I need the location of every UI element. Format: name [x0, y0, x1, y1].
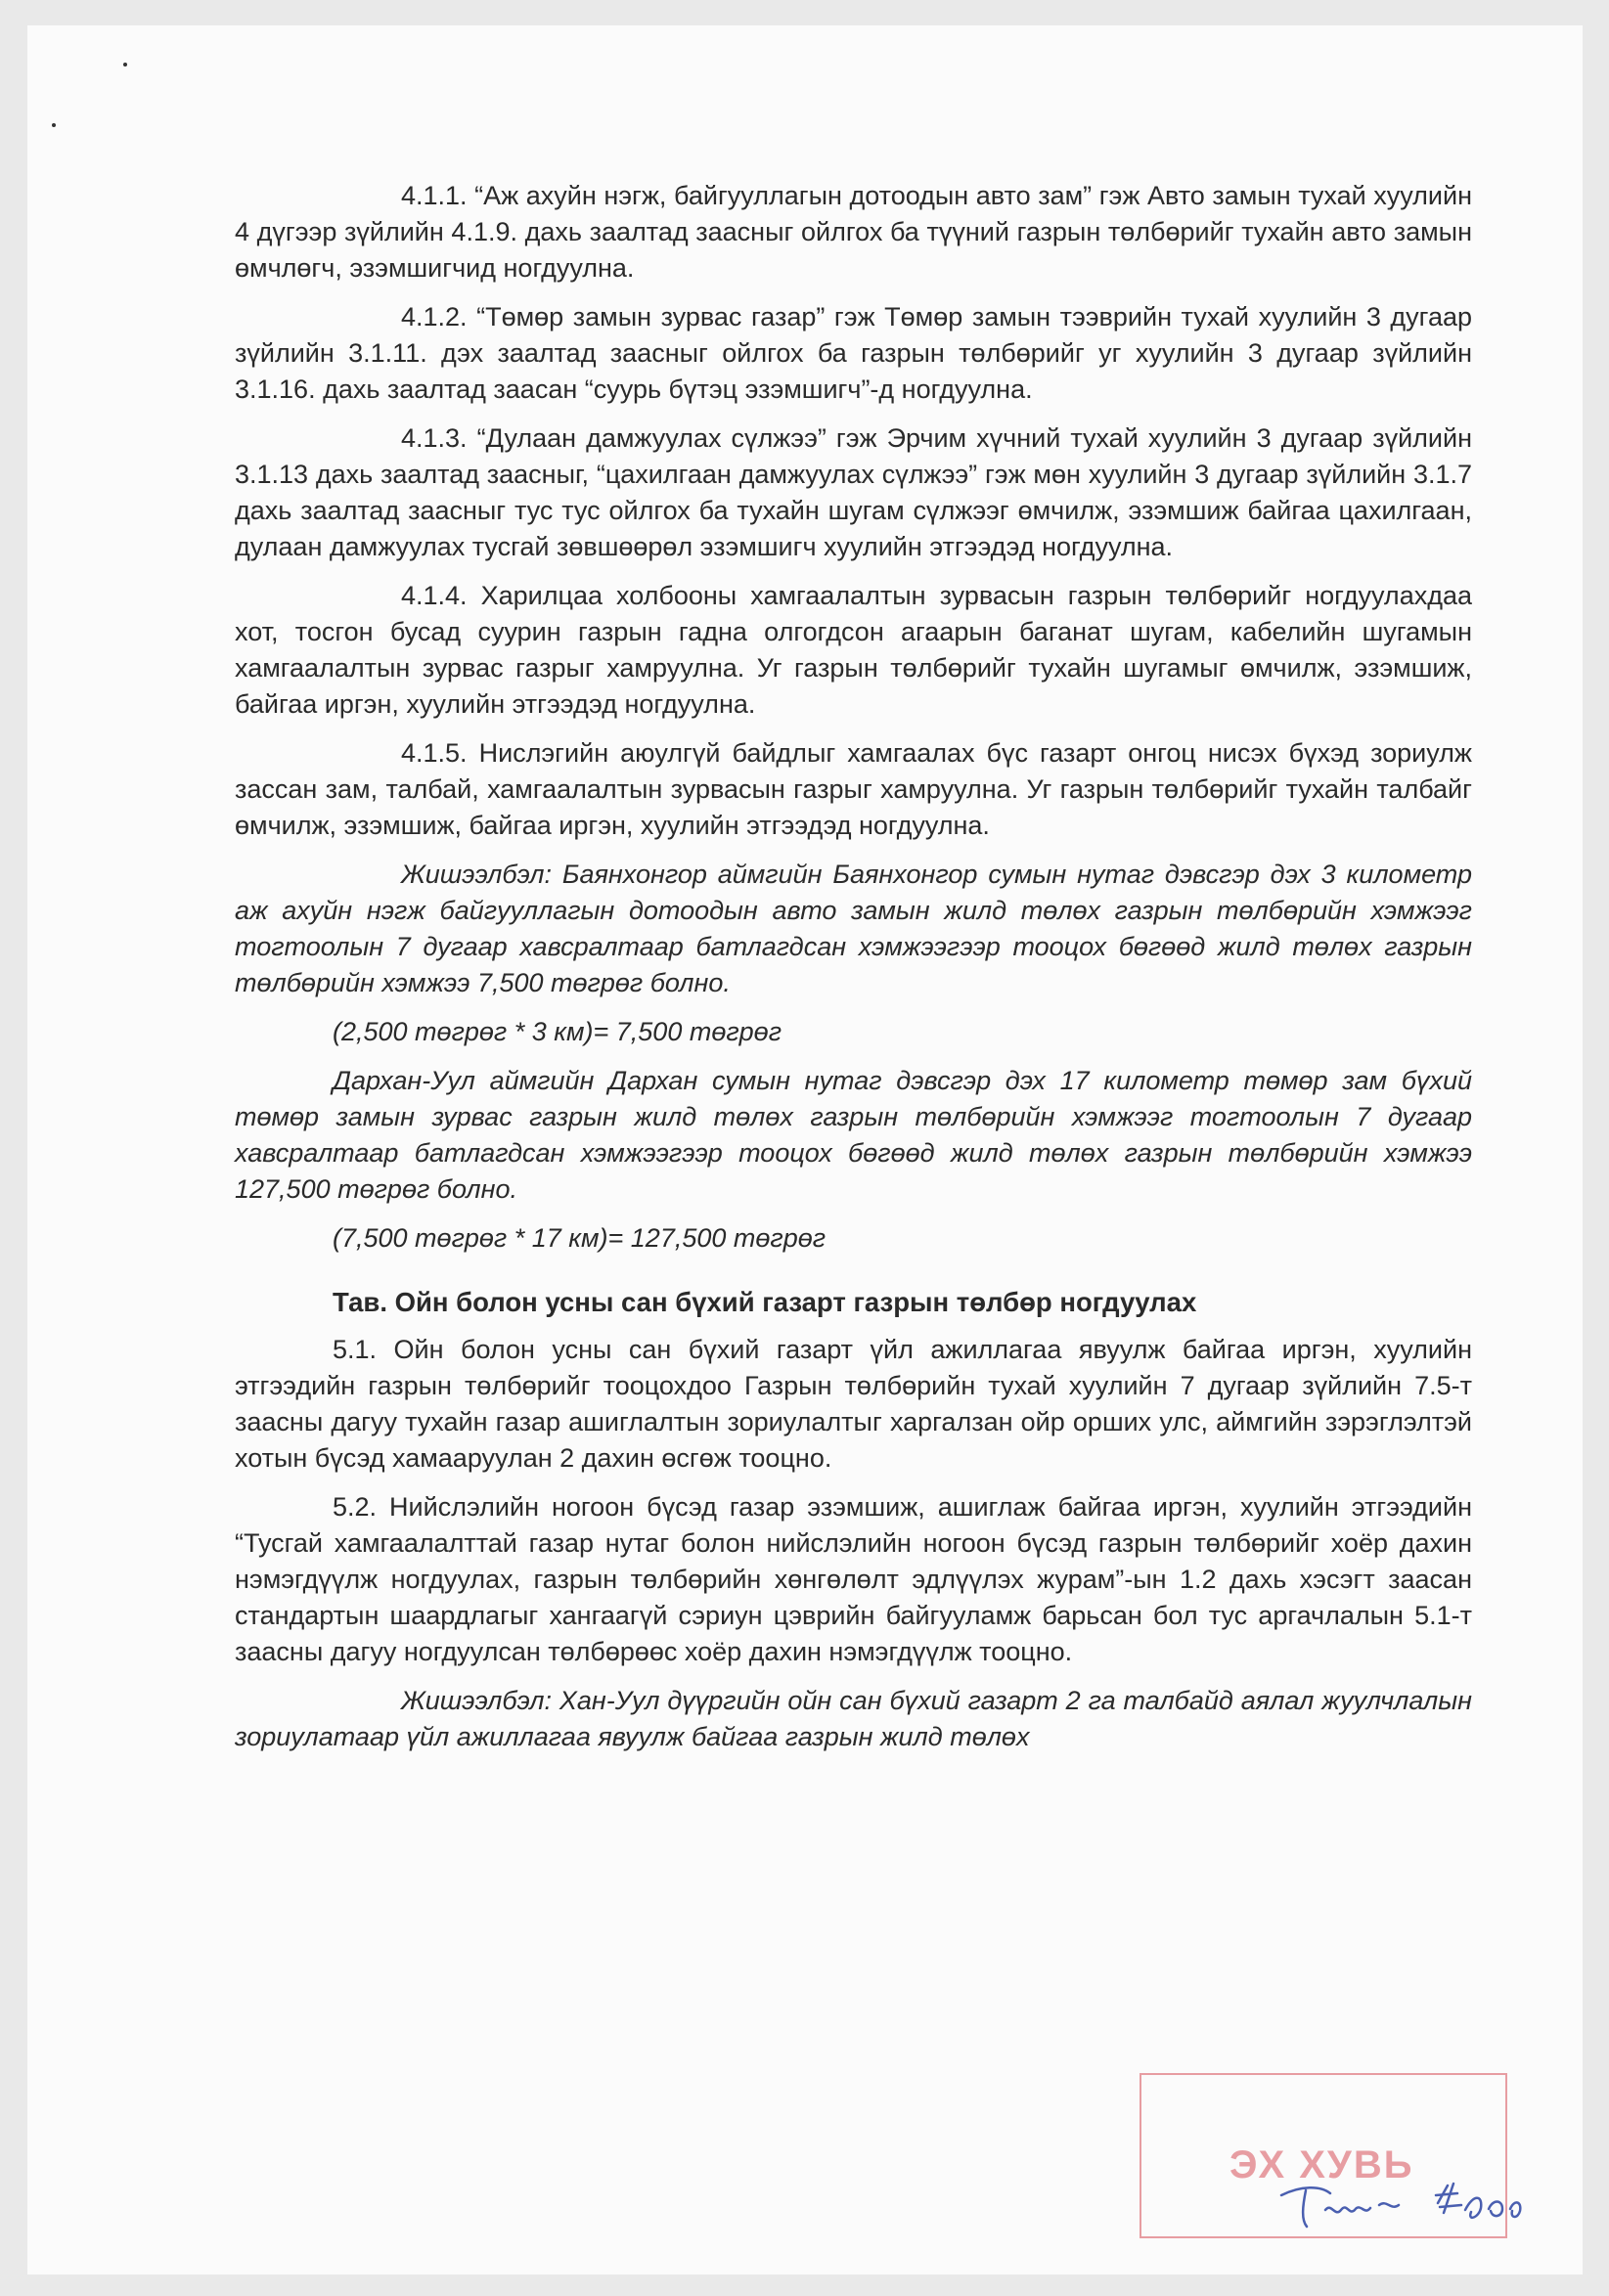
paragraph-4-1-4: 4.1.4. Харилцаа холбооны хамгаалалтын зурвасын газрын төлбөрийг ногдуулахдаа хот, тосгон бусад суурин газрын гадна олгогдсон агаарын баганат шугам, кабелийн шугамын хамгаалалтын зурвас газрыг хамруулна. Уг газрын төлбөрийг тухайн шугамыг өмчилж, эзэмшиж, байгаа иргэн, хуулийн этгээдэд ногдуулна.	[235, 581, 1472, 719]
paragraph-4-1-2: 4.1.2. “Төмөр замын зурвас газар” гэж Төмөр замын тээврийн тухай хуулийн 3 дугаар зүйлийн 3.1.11. дэх заалтад заасныг ойлгох ба газрын төлбөрийг уг хуулийн 3 дугаар зүйлийн 3.1.16. дахь заалтад заасан “суурь бүтэц эзэмшигч”-д ногдуулна.	[235, 302, 1472, 404]
paragraph-4-1-1: 4.1.1. “Аж ахуйн нэгж, байгууллагын дотоодын авто зам” гэж Авто замын тухай хуулийн 4 дүгээр зүйлийн 4.1.9. дахь заалтад заасныг ойлгох ба түүний газрын төлбөрийг тухайн авто замын өмчлөгч, эзэмшигчид ногдуулна.	[235, 181, 1472, 283]
section-heading: Тав. Ойн болон усны сан бүхий газарт газрын төлбөр ногдуулах	[333, 1287, 1197, 1317]
paragraph-5-1: 5.1. Ойн болон усны сан бүхий газарт үйл ажиллагаа явуулж байгаа иргэн, хуулийн этгээдийн газрын төлбөрийг тооцохдоо Газрын төлбөрийн тухай хуулийн 7 дугаар зүйлийн 7.5-т заасны дагуу тухайн газар ашиглалтын зориулалтыг харгалзан ойр орших улс, аймгийн зэрэглэлтэй хотын бүсэд хамааруулан 2 дахин өсгөж тооцно.	[235, 1335, 1472, 1473]
calculation-line: (7,500 төгрөг * 17 км)= 127,500 төгрөг	[333, 1223, 827, 1253]
example-paragraph: Жишээлбэл: Хан-Уул дүүргийн ойн сан бүхий газарт 2 га талбайд аялал жуулчлалын зориулатаар үйл ажиллагаа явуулж байгаа газрын жилд төлөх	[235, 1686, 1472, 1751]
paragraph-4-1-3: 4.1.3. “Дулаан дамжуулах сүлжээ” гэж Эрчим хүчний тухай хуулийн 3 дугаар зүйлийн 3.1.13 дахь заалтад заасныг, “цахилгаан дамжуулах сүлжээ” гэж мөн хуулийн 3 дугаар зүйлийн 3.1.7 дахь заалтад заасныг тус тус ойлгох ба тухайн шугам сүлжээг өмчилж, эзэмшиж байгаа цахилгаан, дулаан дамжуулах тусгай зөвшөөрөл эзэмшигч хуулийн этгээдэд ногдуулна.	[235, 423, 1472, 561]
example-paragraph: Дархан-Уул аймгийн Дархан сумын нутаг дэвсгэр дэх 17 километр төмөр зам бүхий төмөр замын зурвас газрын жилд төлөх газрын төлбөрийн хэмжээг тогтоолын 7 дугаар хавсралтаар батлагдсан хэмжээгээр тооцох бөгөөд жилд төлөх газрын төлбөрийн хэмжээ 127,500 төгрөг болно.	[235, 1066, 1472, 1204]
calculation-line: (2,500 төгрөг * 3 км)= 7,500 төгрөг	[333, 1017, 782, 1046]
stamp-label: ЭХ ХУВЬ	[1229, 2143, 1414, 2186]
document-body	[235, 178, 1472, 1768]
paragraph-5-2: 5.2. Нийслэлийн ногоон бүсэд газар эзэмшиж, ашиглаж байгаа иргэн, хуулийн этгээдийн “Тусгай хамгаалалттай газар нутаг болон нийслэлийн ногоон бүсэд газрын төлбөрийг хоёр дахин нэмэгдүүлж ногдуулах, газрын төлбөрийн хөнгөлөлт эдлүүлэх журам”-ын 1.2 дахь хэсэгт заасан стандартын шаардлагыг хангаагүй сэриун цэврийн байгууламж барьсан бол тус аргачлалын 5.1-т заасны дагуу ногдуулсан төлбөрөөс хоёр дахин нэмэгдүүлж тооцно.	[235, 1492, 1472, 1666]
scan-speck	[123, 63, 127, 66]
scan-speck	[52, 123, 56, 127]
example-paragraph: Жишээлбэл: Баянхонгор аймгийн Баянхонгор сумын нутаг дэвсгэр дэх 3 километр аж ахуйн нэгж байгууллагын дотоодын авто замын жилд төлөх газрын төлбөрийн хэмжээг тогтоолын 7 дугаар хавсралтаар батлагдсан хэмжээгээр тооцох бөгөөд жилд төлөх газрын төлбөрийн хэмжээ 7,500 төгрөг болно.	[235, 860, 1472, 997]
paragraph-4-1-5: 4.1.5. Нислэгийн аюулгүй байдлыг хамгаалах бүс газарт онгоц нисэх бүхэд зориулж зассан зам, талбай, хамгаалалтын зурвасын газрыг хамруулна. Уг газрын төлбөрийг тухайн талбайг өмчилж, эзэмшиж, байгаа иргэн, хуулийн этгээдэд ногдуулна.	[235, 738, 1472, 840]
handwritten-signature	[1272, 2166, 1526, 2234]
